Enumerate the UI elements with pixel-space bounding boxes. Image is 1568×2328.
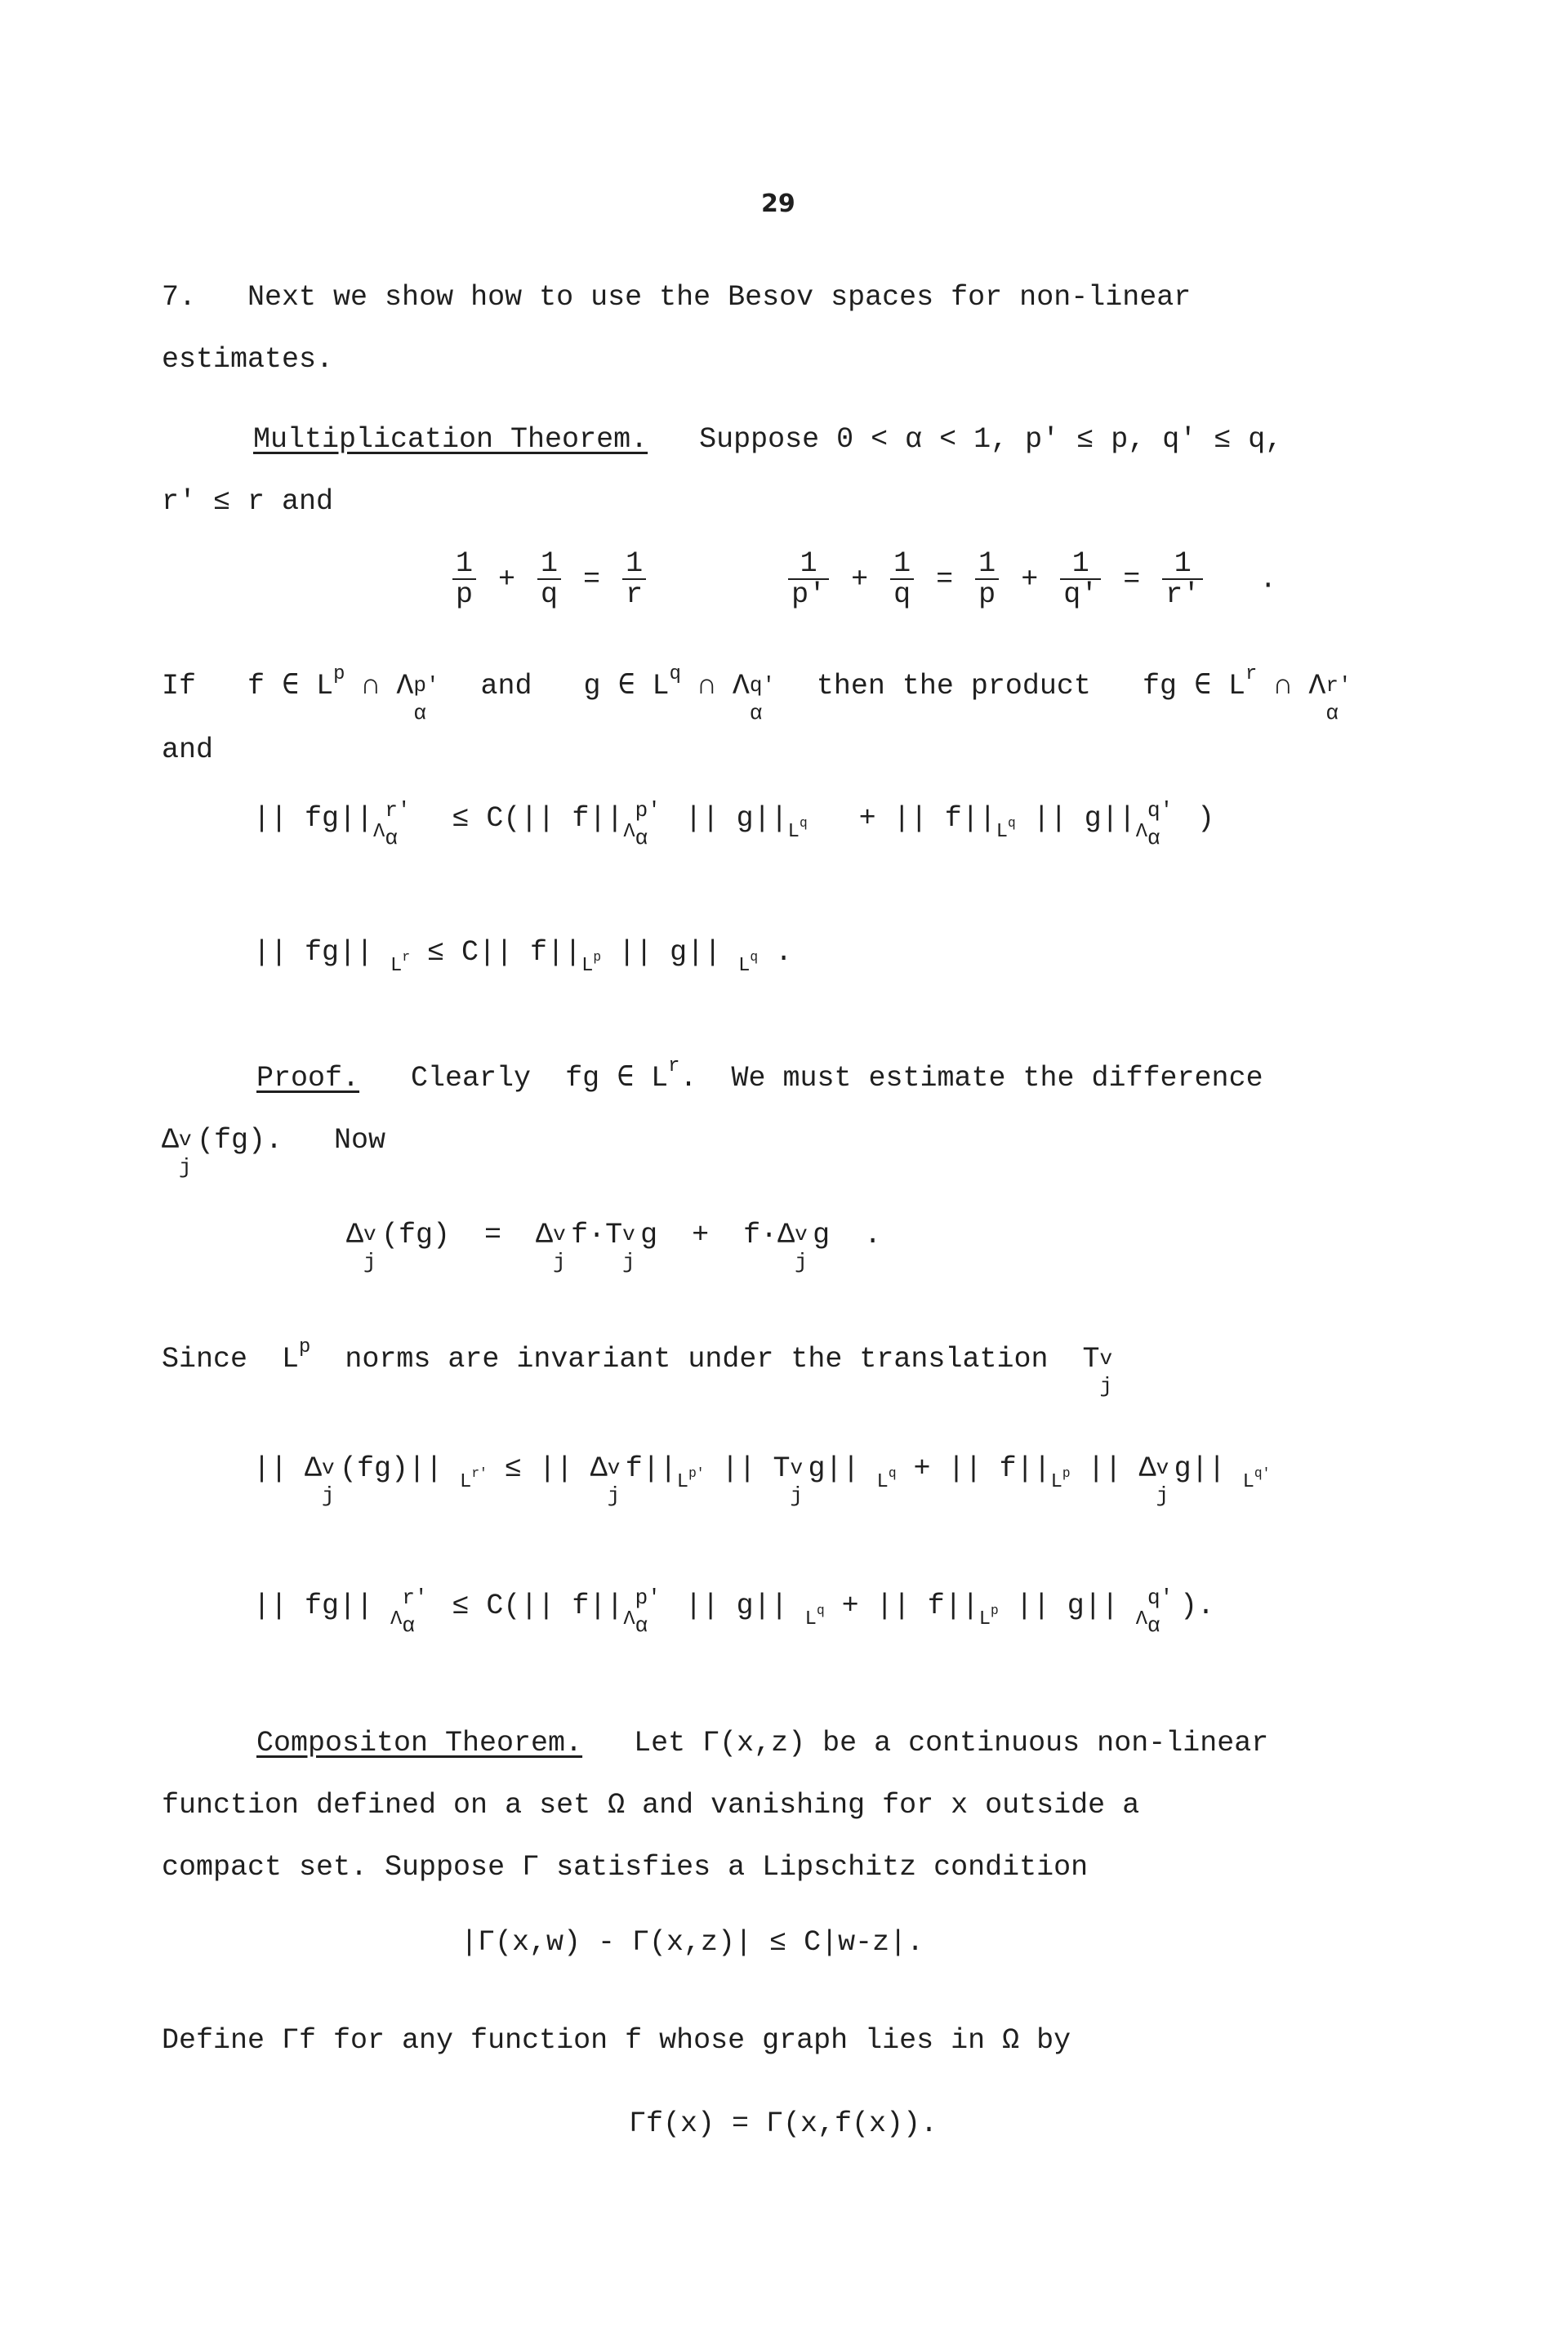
- estimate-1: || $fg||_{\Lambda r' \alpha}$ ≤ C(|| $f||_{\Lambda p' \alpha}$ || $g||_{L^q}$ + || $f||_{L^q}$ || $g||_{\Lambda q' \alpha}$ ): [253, 798, 1215, 851]
- gamma-f-equation: Γf(x) = Γ(x,f(x)).: [629, 2107, 938, 2140]
- composition-theorem-line-3: compact set. Suppose Γ satisfies a Lipschitz condition: [162, 1851, 1089, 1884]
- lipschitz-equation: |Γ(x,w) - Γ(x,z)| ≤ C|w-z|.: [461, 1926, 924, 1959]
- proof-line-1: Proof. Clearly fg ∈ $L^r$. We must estimate the difference: [256, 1055, 1263, 1095]
- and-line: and: [162, 734, 214, 766]
- theorem-hypothesis-1: Suppose 0 < α < 1, p' ≤ p, q' ≤ q,: [699, 423, 1283, 456]
- composition-theorem-line-2: function defined on a set Ω and vanishing for x outside a: [162, 1789, 1140, 1822]
- section-number: 7.: [162, 281, 197, 314]
- estimate-2: || fg|| $_{L^r}$ ≤ C|| $f||_{L^p}$ || g|| $_{L^q}$ .: [253, 936, 793, 978]
- composition-theorem-title: Compositon Theorem.: [256, 1727, 583, 1759]
- section-intro-text: Next we show how to use the Besov spaces for non-linear: [247, 281, 1192, 314]
- composition-theorem-line-1: Compositon Theorem. Let Γ(x,z) be a continuous non-linear: [256, 1727, 1269, 1759]
- fraction-equations: $\frac{1}{p}$ + $\frac{1}{q}$ = $\frac{1}{r}$ $\frac{1}{p'}$ + $\frac{1}{q}$ = $\frac{1}{p}$ + $\frac{1}{q'}$ = $\frac{1}{r'}$ .: [448, 549, 1276, 609]
- multiplication-theorem-statement: [253, 421, 1282, 457]
- proof-label: Proof.: [256, 1062, 360, 1095]
- section-intro-line-1: [162, 279, 1191, 315]
- since-line: Since $L^p$ norms are invariant under the translation T v j: [162, 1336, 1113, 1398]
- proof-line-2: Δ v j (fg). Now: [162, 1124, 386, 1180]
- section-intro-line-2: estimates.: [162, 343, 334, 376]
- membership-line: If f ∈ $L^p$ ∩ Λ p' α and g ∈ $L^q$ ∩ Λ q' α then the product fg ∈ $L^r$ ∩ Λ r' α: [162, 663, 1352, 725]
- define-line: Define Γf for any function f whose graph lies in Ω by: [162, 2024, 1071, 2057]
- proof-equation-2: || Δ v j (fg)|| $_{L^{r'}}$ ≤ || Δ v j $f||_{L^{p'}}$ || T v j g|| $_{L^q}$ + || $f||_{L^p}$ || Δ v j g|| $_{L^{q'}}$: [253, 1452, 1271, 1508]
- proof-equation-1: Δ v j (fg) = Δ v j f·T v j g + f·Δ v j g .: [346, 1219, 882, 1274]
- multiplication-theorem-title: Multiplication Theorem.: [253, 423, 648, 456]
- fraction-end: .: [1259, 563, 1277, 596]
- proof-equation-3: || fg|| $_{\Lambda r' \alpha}$ ≤ C(|| $f||_{\Lambda p' \alpha}$ || g|| $_{L^q}$ + || $f||_{L^p}$ || g|| $_{\Lambda q' \alpha}$ ).: [253, 1585, 1215, 1639]
- page-number: 29: [761, 190, 795, 218]
- theorem-hypothesis-2: r' ≤ r and: [162, 485, 334, 518]
